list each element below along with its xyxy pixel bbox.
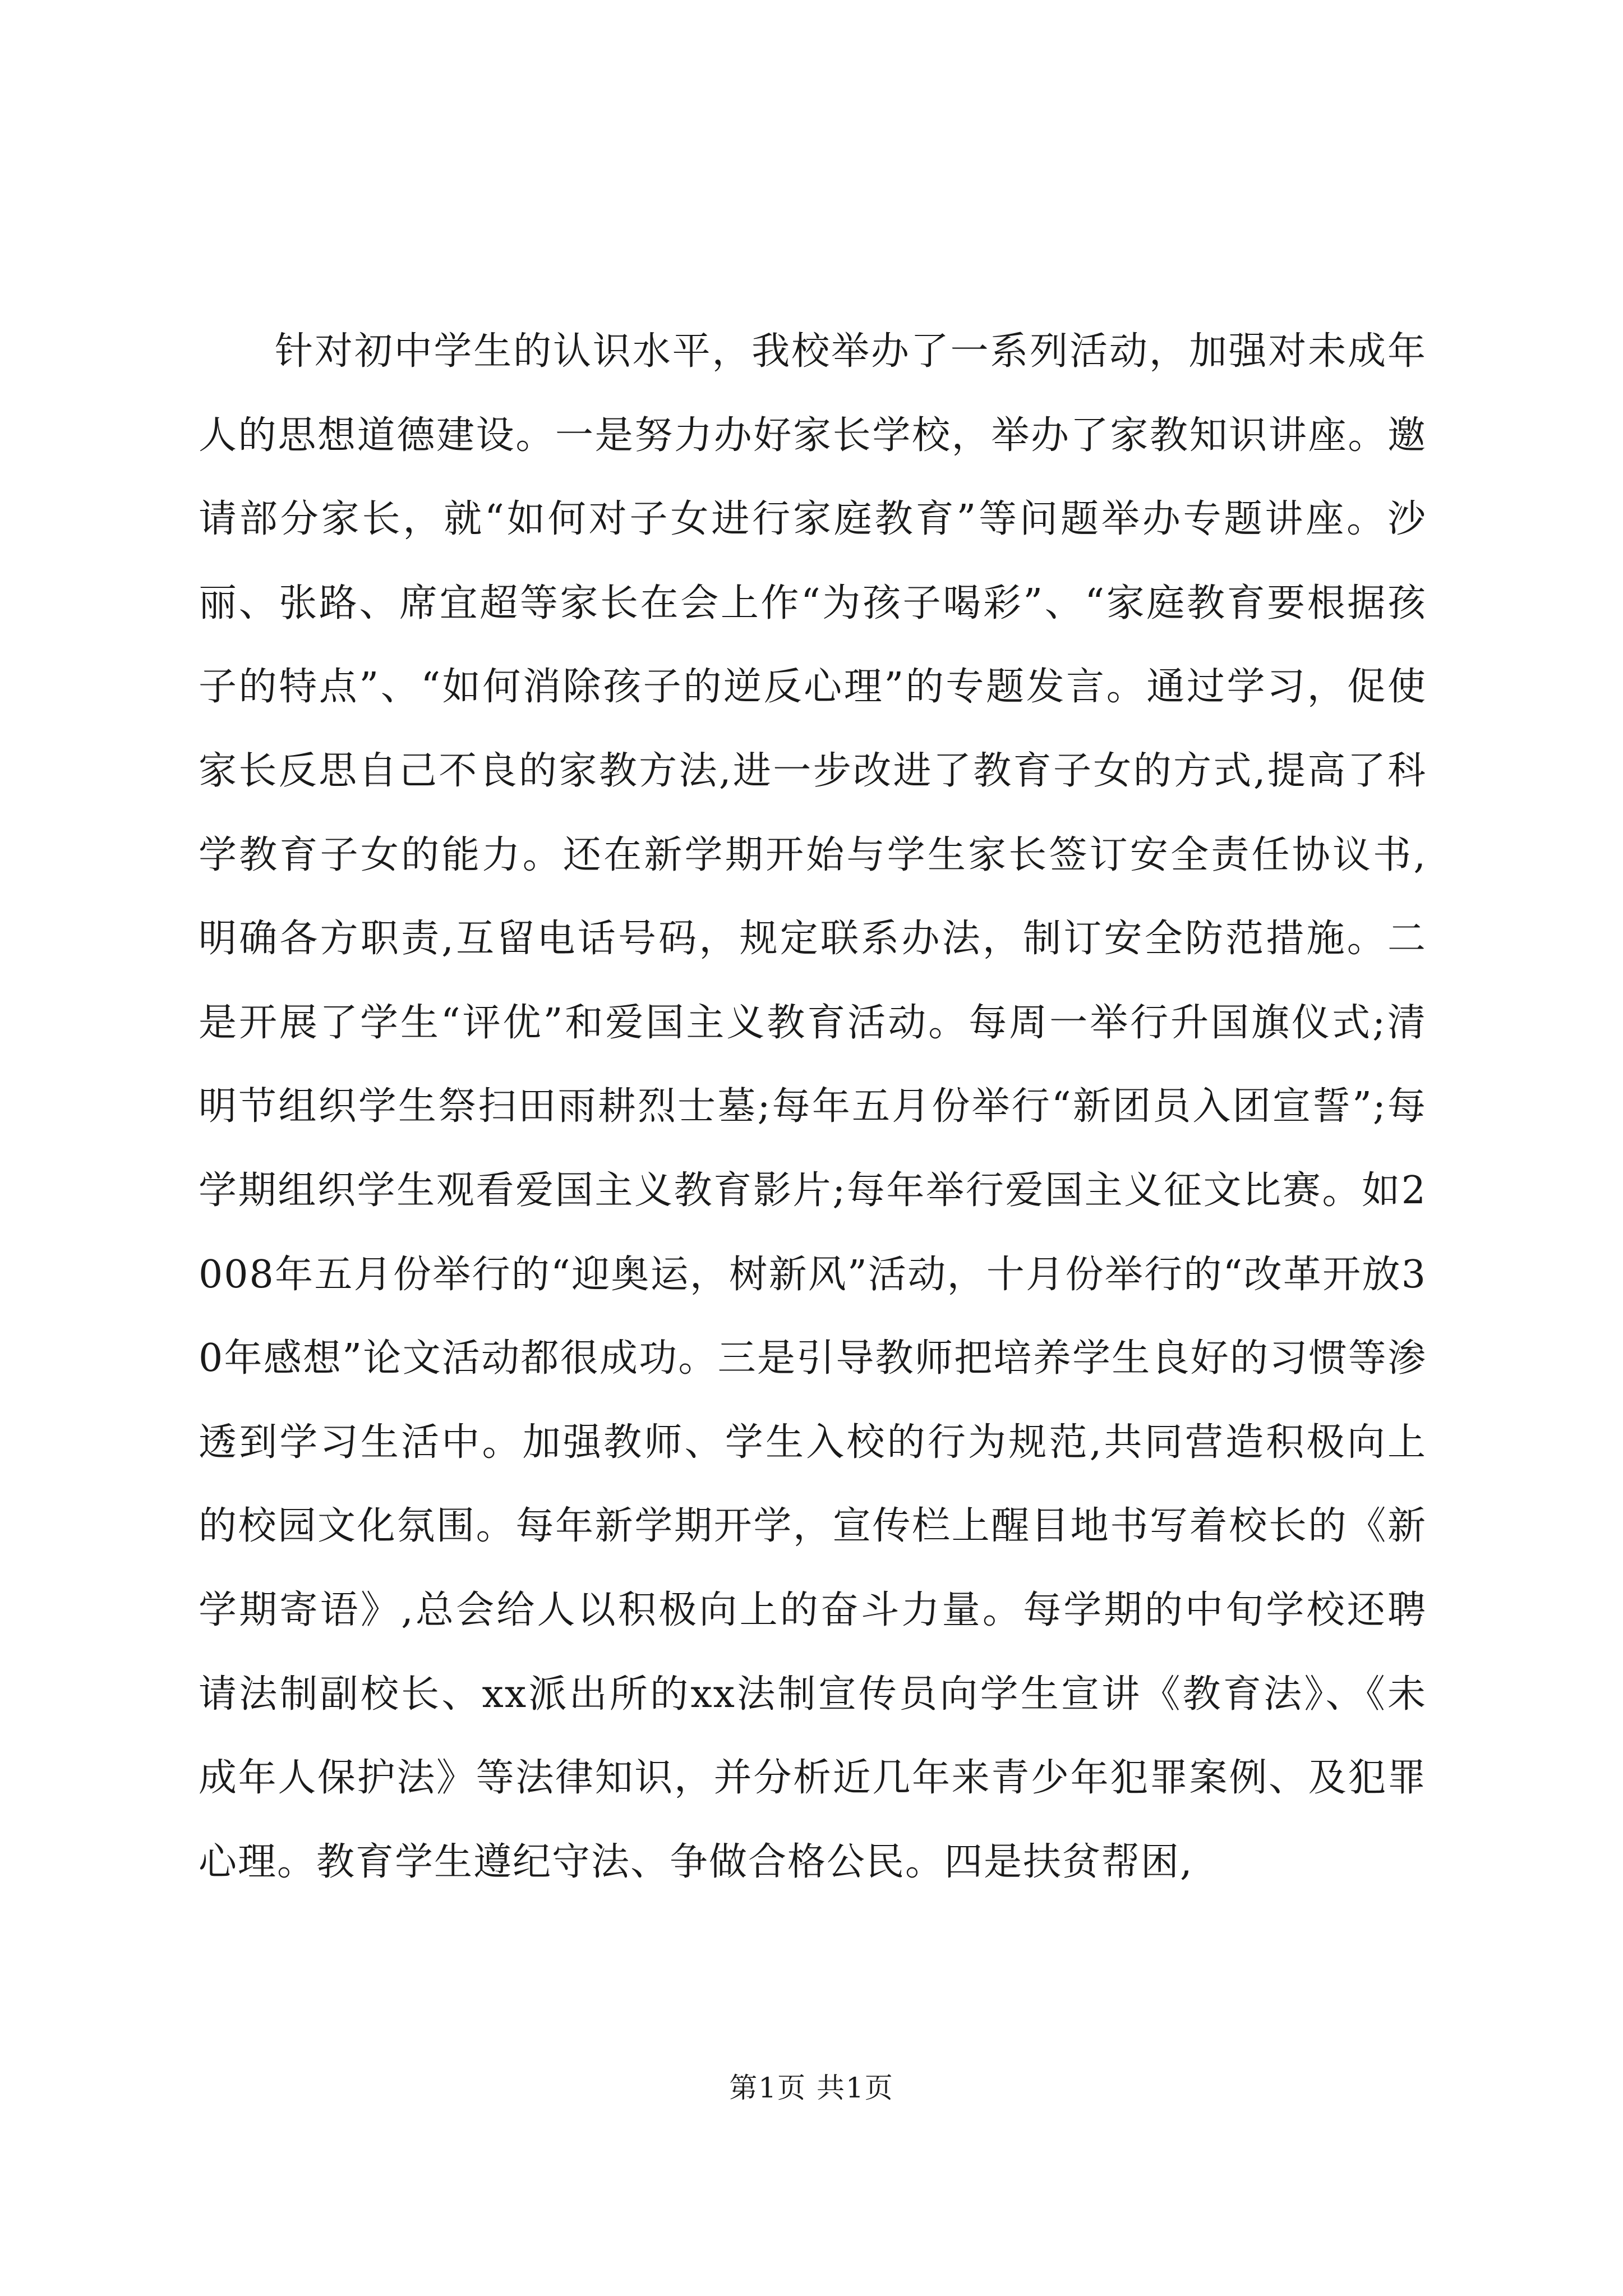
page-footer: 第1页 共1页: [729, 2072, 894, 2104]
body-paragraph: 针对初中学生的认识水平，我校举办了一系列活动，加强对未成年人的思想道德建设。一是努力办好家长学校，举办了家教知识讲座。邀请部分家长，就“如何对子女进行家庭教育”等问题举办专题讲座。沙丽、张路、席宜超等家长在会上作“为孩子喝彩”、“家庭教育要根据孩子的特点”、“如何消除孩子的逆反心理”的专题发言。通过学习，促使家长反思自己不良的家教方法,进一步改进了教育子女的方式,提高了科学教育子女的能力。还在新学期开始与学生家长签订安全责任协议书,明确各方职责,互留电话号码，规定联系办法，制订安全防范措施。二是开展了学生“评优”和爱国主义教育活动。每周一举行升国旗仪式;清明节组织学生祭扫田雨耕烈士墓;每年五月份举行“新团员入团宣誓”;每学期组织学生观看爱国主义教育影片;每年举行爱国主义征文比赛。如2008年五月份举行的“迎奥运，树新风”活动，十月份举行的“改革开放30年感想”论文活动都很成功。三是引导教师把培养学生良好的习惯等渗透到学习生活中。加强教师、学生入校的行为规范,共同营造积极向上的校园文化氛围。每年新学期开学，宣传栏上醒目地书写着校长的《新学期寄语》,总会给人以积极向上的奋斗力量。每学期的中旬学校还聘请法制副校长、xx派出所的xx法制宣传员向学生宣讲《教育法》、《未成年人保护法》等法律知识，并分析近几年来青少年犯罪案例、及犯罪心理。教育学生遵纪守法、争做合格公民。四是扶贫帮困,: [199, 329, 1427, 1884]
